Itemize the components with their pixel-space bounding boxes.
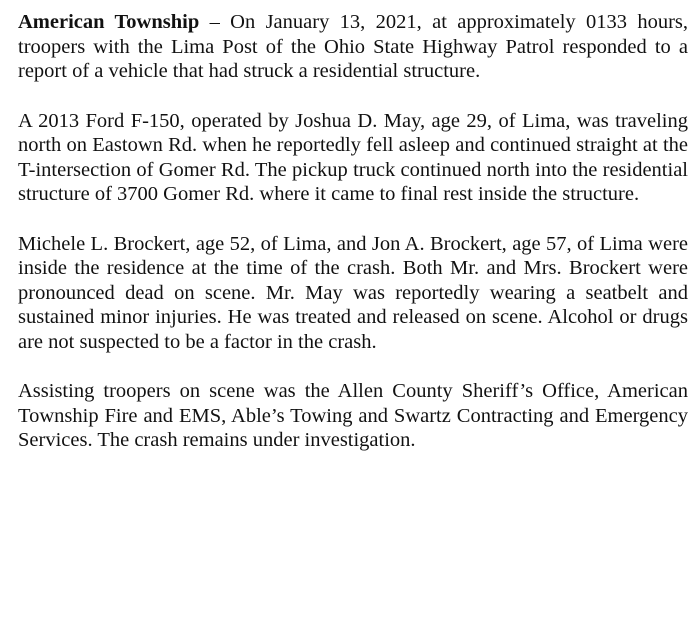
- paragraph-text: – On January 13, 2021, at approximately 0133 hours, troopers with the Lima Post of the Ohio State Highway Patrol responded to a report of a vehicle that had struck a residential structure.: [18, 11, 689, 82]
- location-lead: American Township: [18, 11, 200, 33]
- paragraph-victims: [18, 232, 688, 355]
- paragraph-assisting: [18, 379, 688, 453]
- paragraph-text: Michele L. Brockert, age 52, of Lima, and Jon A. Brockert, age 57, of Lima were inside the residence at the time of the crash. Both Mr. and Mrs. Brockert were pronounced dead on scene. Mr. May was reportedly wearing a seatbelt and sustained minor injuries. He was treated and released on scene. Alcohol or drugs are not suspected to be a factor in the crash.: [18, 232, 688, 353]
- paragraph-incident: [18, 10, 688, 84]
- paragraph-vehicle: [18, 109, 688, 207]
- paragraph-text: A 2013 Ford F-150, operated by Joshua D. May, age 29, of Lima, was traveling north on Eastown Rd. when he reportedly fell asleep and continued straight at the T-intersection of Gomer Rd. The pickup truck continued north into the residential structure of 3700 Gomer Rd. where it came to final rest inside the structure.: [18, 109, 688, 205]
- paragraph-text: Assisting troopers on scene was the Allen County Sheriff’s Office, American Township Fire and EMS, Able’s Towing and Swartz Contracting and Emergency Services. The crash remains under investigation.: [18, 380, 688, 451]
